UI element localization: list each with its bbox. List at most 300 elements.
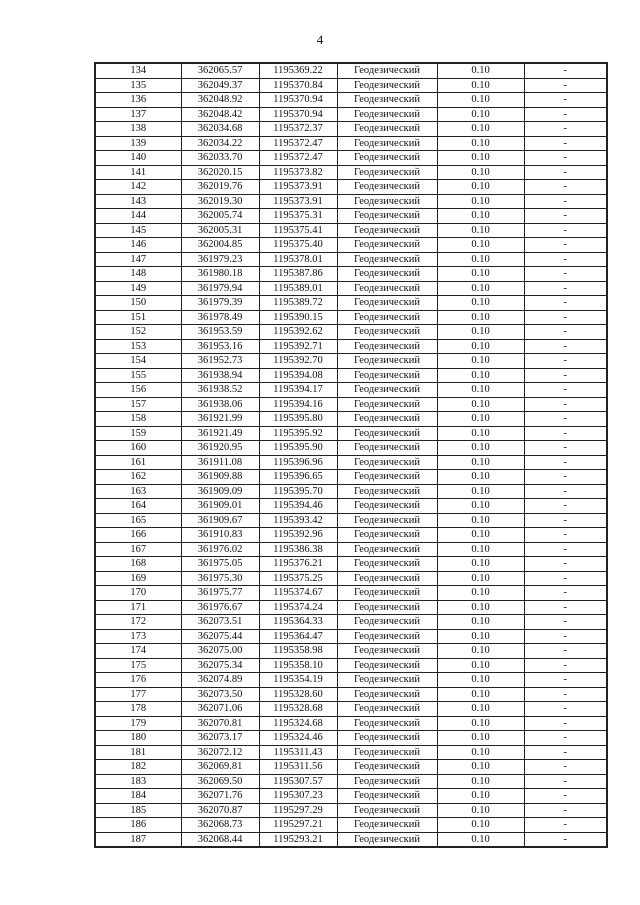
point-number-cell: 156 — [95, 383, 181, 398]
y-coordinate-cell: 1195374.67 — [259, 586, 337, 601]
x-coordinate-cell: 362071.06 — [181, 702, 259, 717]
x-coordinate-cell: 361938.52 — [181, 383, 259, 398]
table-row — [95, 586, 607, 601]
point-number-cell: 160 — [95, 441, 181, 456]
method-cell: Геодезический — [337, 731, 437, 746]
point-number-cell: 152 — [95, 325, 181, 340]
table-row — [95, 209, 607, 224]
note-cell: - — [524, 644, 607, 659]
accuracy-cell: 0.10 — [437, 339, 524, 354]
table-row — [95, 383, 607, 398]
table-row — [95, 789, 607, 804]
accuracy-cell: 0.10 — [437, 571, 524, 586]
x-coordinate-cell: 361979.23 — [181, 252, 259, 267]
accuracy-cell: 0.10 — [437, 629, 524, 644]
note-cell: - — [524, 267, 607, 282]
note-cell: - — [524, 731, 607, 746]
point-number-cell: 146 — [95, 238, 181, 253]
note-cell: - — [524, 397, 607, 412]
accuracy-cell: 0.10 — [437, 731, 524, 746]
note-cell: - — [524, 484, 607, 499]
method-cell: Геодезический — [337, 818, 437, 833]
method-cell: Геодезический — [337, 165, 437, 180]
point-number-cell: 182 — [95, 760, 181, 775]
accuracy-cell: 0.10 — [437, 702, 524, 717]
x-coordinate-cell: 362034.22 — [181, 136, 259, 151]
note-cell: - — [524, 702, 607, 717]
table-row — [95, 107, 607, 122]
accuracy-cell: 0.10 — [437, 600, 524, 615]
x-coordinate-cell: 362049.37 — [181, 78, 259, 93]
accuracy-cell: 0.10 — [437, 441, 524, 456]
x-coordinate-cell: 361921.49 — [181, 426, 259, 441]
table-row — [95, 441, 607, 456]
x-coordinate-cell: 362069.81 — [181, 760, 259, 775]
y-coordinate-cell: 1195386.38 — [259, 542, 337, 557]
accuracy-cell: 0.10 — [437, 238, 524, 253]
note-cell: - — [524, 774, 607, 789]
note-cell: - — [524, 513, 607, 528]
note-cell: - — [524, 93, 607, 108]
accuracy-cell: 0.10 — [437, 180, 524, 195]
point-number-cell: 154 — [95, 354, 181, 369]
note-cell: - — [524, 803, 607, 818]
method-cell: Геодезический — [337, 644, 437, 659]
point-number-cell: 150 — [95, 296, 181, 311]
method-cell: Геодезический — [337, 107, 437, 122]
table-row — [95, 629, 607, 644]
method-cell: Геодезический — [337, 513, 437, 528]
method-cell: Геодезический — [337, 78, 437, 93]
x-coordinate-cell: 361938.06 — [181, 397, 259, 412]
x-coordinate-cell: 362033.70 — [181, 151, 259, 166]
point-number-cell: 137 — [95, 107, 181, 122]
method-cell: Геодезический — [337, 760, 437, 775]
point-number-cell: 184 — [95, 789, 181, 804]
method-cell: Геодезический — [337, 702, 437, 717]
point-number-cell: 174 — [95, 644, 181, 659]
note-cell: - — [524, 296, 607, 311]
table-row — [95, 397, 607, 412]
accuracy-cell: 0.10 — [437, 397, 524, 412]
table-row — [95, 760, 607, 775]
y-coordinate-cell: 1195293.21 — [259, 832, 337, 847]
accuracy-cell: 0.10 — [437, 687, 524, 702]
note-cell: - — [524, 832, 607, 847]
accuracy-cell: 0.10 — [437, 267, 524, 282]
note-cell: - — [524, 63, 607, 78]
x-coordinate-cell: 362034.68 — [181, 122, 259, 137]
table-row — [95, 223, 607, 238]
table-row — [95, 93, 607, 108]
x-coordinate-cell: 362068.44 — [181, 832, 259, 847]
point-number-cell: 158 — [95, 412, 181, 427]
y-coordinate-cell: 1195370.94 — [259, 93, 337, 108]
point-number-cell: 172 — [95, 615, 181, 630]
table-row — [95, 600, 607, 615]
note-cell: - — [524, 223, 607, 238]
method-cell: Геодезический — [337, 325, 437, 340]
accuracy-cell: 0.10 — [437, 325, 524, 340]
table-row — [95, 194, 607, 209]
table-row — [95, 426, 607, 441]
x-coordinate-cell: 361909.88 — [181, 470, 259, 485]
x-coordinate-cell: 361909.67 — [181, 513, 259, 528]
note-cell: - — [524, 818, 607, 833]
point-number-cell: 169 — [95, 571, 181, 586]
accuracy-cell: 0.10 — [437, 310, 524, 325]
method-cell: Геодезический — [337, 557, 437, 572]
table-row — [95, 281, 607, 296]
note-cell: - — [524, 760, 607, 775]
method-cell: Геодезический — [337, 426, 437, 441]
table-row — [95, 122, 607, 137]
x-coordinate-cell: 362048.42 — [181, 107, 259, 122]
y-coordinate-cell: 1195311.43 — [259, 745, 337, 760]
point-number-cell: 155 — [95, 368, 181, 383]
point-number-cell: 173 — [95, 629, 181, 644]
note-cell: - — [524, 615, 607, 630]
point-number-cell: 170 — [95, 586, 181, 601]
table-row — [95, 803, 607, 818]
accuracy-cell: 0.10 — [437, 513, 524, 528]
accuracy-cell: 0.10 — [437, 165, 524, 180]
accuracy-cell: 0.10 — [437, 774, 524, 789]
x-coordinate-cell: 362068.73 — [181, 818, 259, 833]
point-number-cell: 136 — [95, 93, 181, 108]
table-row — [95, 151, 607, 166]
method-cell: Геодезический — [337, 267, 437, 282]
point-number-cell: 139 — [95, 136, 181, 151]
accuracy-cell: 0.10 — [437, 93, 524, 108]
table-row — [95, 731, 607, 746]
y-coordinate-cell: 1195373.82 — [259, 165, 337, 180]
accuracy-cell: 0.10 — [437, 818, 524, 833]
y-coordinate-cell: 1195396.65 — [259, 470, 337, 485]
y-coordinate-cell: 1195392.62 — [259, 325, 337, 340]
method-cell: Геодезический — [337, 615, 437, 630]
accuracy-cell: 0.10 — [437, 528, 524, 543]
table-row — [95, 296, 607, 311]
point-number-cell: 176 — [95, 673, 181, 688]
y-coordinate-cell: 1195324.46 — [259, 731, 337, 746]
table-row — [95, 470, 607, 485]
y-coordinate-cell: 1195394.08 — [259, 368, 337, 383]
y-coordinate-cell: 1195387.86 — [259, 267, 337, 282]
y-coordinate-cell: 1195375.40 — [259, 238, 337, 253]
y-coordinate-cell: 1195395.80 — [259, 412, 337, 427]
y-coordinate-cell: 1195364.47 — [259, 629, 337, 644]
y-coordinate-cell: 1195373.91 — [259, 180, 337, 195]
coordinates-table — [94, 62, 608, 848]
point-number-cell: 157 — [95, 397, 181, 412]
y-coordinate-cell: 1195394.17 — [259, 383, 337, 398]
accuracy-cell: 0.10 — [437, 296, 524, 311]
accuracy-cell: 0.10 — [437, 209, 524, 224]
note-cell: - — [524, 687, 607, 702]
table-row — [95, 63, 607, 78]
y-coordinate-cell: 1195396.96 — [259, 455, 337, 470]
x-coordinate-cell: 361909.09 — [181, 484, 259, 499]
y-coordinate-cell: 1195390.15 — [259, 310, 337, 325]
accuracy-cell: 0.10 — [437, 136, 524, 151]
x-coordinate-cell: 362073.17 — [181, 731, 259, 746]
accuracy-cell: 0.10 — [437, 383, 524, 398]
table-row — [95, 267, 607, 282]
table-row — [95, 484, 607, 499]
method-cell: Геодезический — [337, 368, 437, 383]
accuracy-cell: 0.10 — [437, 412, 524, 427]
y-coordinate-cell: 1195328.60 — [259, 687, 337, 702]
y-coordinate-cell: 1195372.37 — [259, 122, 337, 137]
method-cell: Геодезический — [337, 600, 437, 615]
accuracy-cell: 0.10 — [437, 803, 524, 818]
point-number-cell: 144 — [95, 209, 181, 224]
method-cell: Геодезический — [337, 354, 437, 369]
method-cell: Геодезический — [337, 789, 437, 804]
note-cell: - — [524, 325, 607, 340]
y-coordinate-cell: 1195393.42 — [259, 513, 337, 528]
accuracy-cell: 0.10 — [437, 673, 524, 688]
note-cell: - — [524, 470, 607, 485]
y-coordinate-cell: 1195369.22 — [259, 63, 337, 78]
point-number-cell: 135 — [95, 78, 181, 93]
accuracy-cell: 0.10 — [437, 455, 524, 470]
table-row — [95, 368, 607, 383]
accuracy-cell: 0.10 — [437, 484, 524, 499]
accuracy-cell: 0.10 — [437, 615, 524, 630]
accuracy-cell: 0.10 — [437, 499, 524, 514]
x-coordinate-cell: 361976.67 — [181, 600, 259, 615]
method-cell: Геодезический — [337, 586, 437, 601]
table-row — [95, 339, 607, 354]
table-row — [95, 615, 607, 630]
method-cell: Геодезический — [337, 658, 437, 673]
note-cell: - — [524, 238, 607, 253]
y-coordinate-cell: 1195311.56 — [259, 760, 337, 775]
method-cell: Геодезический — [337, 194, 437, 209]
note-cell: - — [524, 107, 607, 122]
note-cell: - — [524, 629, 607, 644]
method-cell: Геодезический — [337, 339, 437, 354]
method-cell: Геодезический — [337, 441, 437, 456]
note-cell: - — [524, 499, 607, 514]
x-coordinate-cell: 362075.34 — [181, 658, 259, 673]
method-cell: Геодезический — [337, 383, 437, 398]
method-cell: Геодезический — [337, 136, 437, 151]
x-coordinate-cell: 362075.00 — [181, 644, 259, 659]
note-cell: - — [524, 252, 607, 267]
table-body — [95, 63, 607, 847]
coordinates-table-container — [94, 62, 606, 848]
x-coordinate-cell: 361909.01 — [181, 499, 259, 514]
point-number-cell: 161 — [95, 455, 181, 470]
point-number-cell: 162 — [95, 470, 181, 485]
method-cell: Геодезический — [337, 470, 437, 485]
x-coordinate-cell: 362070.87 — [181, 803, 259, 818]
note-cell: - — [524, 354, 607, 369]
y-coordinate-cell: 1195389.72 — [259, 296, 337, 311]
accuracy-cell: 0.10 — [437, 194, 524, 209]
method-cell: Геодезический — [337, 716, 437, 731]
point-number-cell: 181 — [95, 745, 181, 760]
table-row — [95, 136, 607, 151]
point-number-cell: 164 — [95, 499, 181, 514]
accuracy-cell: 0.10 — [437, 63, 524, 78]
note-cell: - — [524, 673, 607, 688]
y-coordinate-cell: 1195370.84 — [259, 78, 337, 93]
note-cell: - — [524, 151, 607, 166]
accuracy-cell: 0.10 — [437, 832, 524, 847]
point-number-cell: 159 — [95, 426, 181, 441]
method-cell: Геодезический — [337, 745, 437, 760]
table-row — [95, 571, 607, 586]
accuracy-cell: 0.10 — [437, 107, 524, 122]
table-row — [95, 542, 607, 557]
x-coordinate-cell: 362070.81 — [181, 716, 259, 731]
y-coordinate-cell: 1195394.16 — [259, 397, 337, 412]
note-cell: - — [524, 136, 607, 151]
method-cell: Геодезический — [337, 832, 437, 847]
y-coordinate-cell: 1195395.90 — [259, 441, 337, 456]
y-coordinate-cell: 1195394.46 — [259, 499, 337, 514]
accuracy-cell: 0.10 — [437, 644, 524, 659]
note-cell: - — [524, 310, 607, 325]
x-coordinate-cell: 362020.15 — [181, 165, 259, 180]
x-coordinate-cell: 362075.44 — [181, 629, 259, 644]
note-cell: - — [524, 122, 607, 137]
accuracy-cell: 0.10 — [437, 122, 524, 137]
x-coordinate-cell: 362019.76 — [181, 180, 259, 195]
method-cell: Геодезический — [337, 223, 437, 238]
x-coordinate-cell: 361921.99 — [181, 412, 259, 427]
point-number-cell: 143 — [95, 194, 181, 209]
accuracy-cell: 0.10 — [437, 426, 524, 441]
note-cell: - — [524, 745, 607, 760]
point-number-cell: 148 — [95, 267, 181, 282]
note-cell: - — [524, 789, 607, 804]
y-coordinate-cell: 1195378.01 — [259, 252, 337, 267]
x-coordinate-cell: 362071.76 — [181, 789, 259, 804]
point-number-cell: 141 — [95, 165, 181, 180]
method-cell: Геодезический — [337, 296, 437, 311]
note-cell: - — [524, 441, 607, 456]
point-number-cell: 177 — [95, 687, 181, 702]
note-cell: - — [524, 716, 607, 731]
table-row — [95, 774, 607, 789]
x-coordinate-cell: 362019.30 — [181, 194, 259, 209]
y-coordinate-cell: 1195376.21 — [259, 557, 337, 572]
point-number-cell: 183 — [95, 774, 181, 789]
accuracy-cell: 0.10 — [437, 586, 524, 601]
y-coordinate-cell: 1195370.94 — [259, 107, 337, 122]
x-coordinate-cell: 361952.73 — [181, 354, 259, 369]
x-coordinate-cell: 361910.83 — [181, 528, 259, 543]
note-cell: - — [524, 528, 607, 543]
x-coordinate-cell: 361920.95 — [181, 441, 259, 456]
y-coordinate-cell: 1195297.21 — [259, 818, 337, 833]
x-coordinate-cell: 361953.59 — [181, 325, 259, 340]
point-number-cell: 142 — [95, 180, 181, 195]
x-coordinate-cell: 361975.77 — [181, 586, 259, 601]
table-row — [95, 818, 607, 833]
point-number-cell: 166 — [95, 528, 181, 543]
point-number-cell: 151 — [95, 310, 181, 325]
x-coordinate-cell: 362072.12 — [181, 745, 259, 760]
x-coordinate-cell: 361938.94 — [181, 368, 259, 383]
table-row — [95, 702, 607, 717]
table-row — [95, 687, 607, 702]
x-coordinate-cell: 362048.92 — [181, 93, 259, 108]
note-cell: - — [524, 557, 607, 572]
method-cell: Геодезический — [337, 93, 437, 108]
x-coordinate-cell: 361976.02 — [181, 542, 259, 557]
point-number-cell: 153 — [95, 339, 181, 354]
accuracy-cell: 0.10 — [437, 557, 524, 572]
x-coordinate-cell: 362065.57 — [181, 63, 259, 78]
page-number: 4 — [316, 32, 324, 47]
x-coordinate-cell: 361975.30 — [181, 571, 259, 586]
x-coordinate-cell: 361975.05 — [181, 557, 259, 572]
table-row — [95, 557, 607, 572]
x-coordinate-cell: 361979.39 — [181, 296, 259, 311]
table-row — [95, 455, 607, 470]
point-number-cell: 187 — [95, 832, 181, 847]
table-row — [95, 673, 607, 688]
note-cell: - — [524, 383, 607, 398]
x-coordinate-cell: 362074.89 — [181, 673, 259, 688]
method-cell: Геодезический — [337, 803, 437, 818]
note-cell: - — [524, 165, 607, 180]
point-number-cell: 163 — [95, 484, 181, 499]
y-coordinate-cell: 1195392.96 — [259, 528, 337, 543]
y-coordinate-cell: 1195392.70 — [259, 354, 337, 369]
y-coordinate-cell: 1195358.98 — [259, 644, 337, 659]
note-cell: - — [524, 368, 607, 383]
method-cell: Геодезический — [337, 397, 437, 412]
point-number-cell: 138 — [95, 122, 181, 137]
x-coordinate-cell: 362005.31 — [181, 223, 259, 238]
point-number-cell: 140 — [95, 151, 181, 166]
y-coordinate-cell: 1195395.92 — [259, 426, 337, 441]
table-row — [95, 252, 607, 267]
accuracy-cell: 0.10 — [437, 760, 524, 775]
y-coordinate-cell: 1195307.23 — [259, 789, 337, 804]
method-cell: Геодезический — [337, 571, 437, 586]
method-cell: Геодезический — [337, 484, 437, 499]
y-coordinate-cell: 1195389.01 — [259, 281, 337, 296]
table-row — [95, 165, 607, 180]
accuracy-cell: 0.10 — [437, 470, 524, 485]
note-cell: - — [524, 571, 607, 586]
x-coordinate-cell: 362073.50 — [181, 687, 259, 702]
x-coordinate-cell: 361978.49 — [181, 310, 259, 325]
point-number-cell: 180 — [95, 731, 181, 746]
y-coordinate-cell: 1195374.24 — [259, 600, 337, 615]
point-number-cell: 178 — [95, 702, 181, 717]
note-cell: - — [524, 542, 607, 557]
point-number-cell: 167 — [95, 542, 181, 557]
note-cell: - — [524, 180, 607, 195]
y-coordinate-cell: 1195372.47 — [259, 136, 337, 151]
accuracy-cell: 0.10 — [437, 223, 524, 238]
x-coordinate-cell: 361911.08 — [181, 455, 259, 470]
y-coordinate-cell: 1195297.29 — [259, 803, 337, 818]
x-coordinate-cell: 361953.16 — [181, 339, 259, 354]
point-number-cell: 165 — [95, 513, 181, 528]
table-row — [95, 238, 607, 253]
note-cell: - — [524, 194, 607, 209]
